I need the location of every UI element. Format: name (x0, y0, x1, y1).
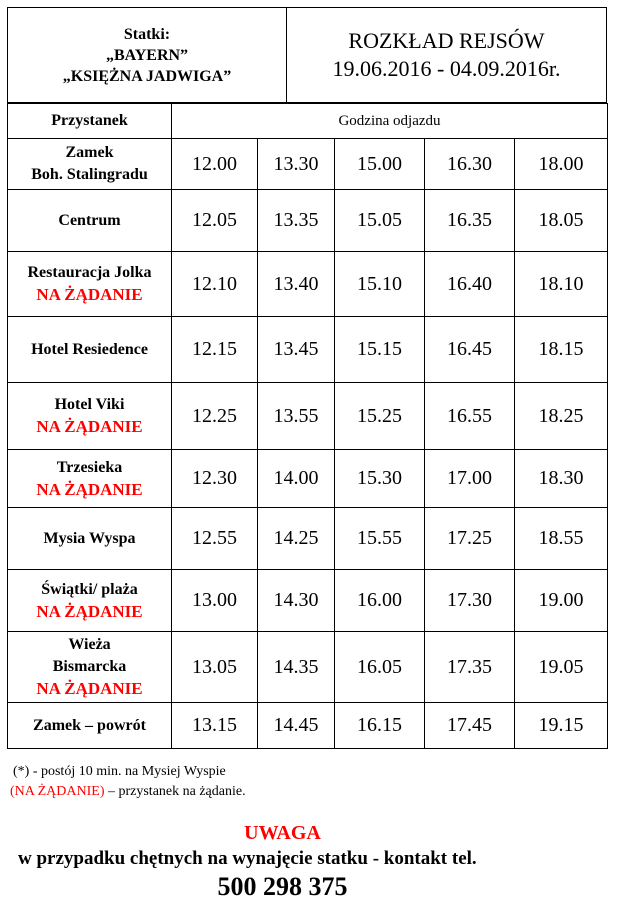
departure-time-cell: 16.05 (335, 632, 425, 703)
departure-time-cell: 19.00 (515, 570, 608, 632)
ships-label: Statki: (123, 25, 171, 43)
departure-time-cell: 12.00 (172, 139, 258, 190)
ships-box (8, 8, 287, 102)
departure-time-cell: 18.55 (515, 508, 608, 570)
departure-time-cell: 19.05 (515, 632, 608, 703)
departure-time-cell: 16.40 (425, 252, 515, 317)
table-row (8, 252, 608, 317)
stop-name-cell (8, 703, 172, 749)
stop-name-line: Zamek (65, 144, 114, 161)
stop-name-line: Wieża (68, 636, 111, 653)
note-on-request (10, 782, 246, 802)
stop-name-line: Restauracja Jolka (27, 264, 152, 281)
departure-time-cell: 16.00 (335, 570, 425, 632)
table-row (8, 703, 608, 749)
stop-name-cell (8, 508, 172, 570)
departure-time-cell: 15.25 (335, 383, 425, 450)
departure-time-cell: 15.00 (335, 139, 425, 190)
departure-time-cell: 17.00 (425, 450, 515, 508)
table-row (8, 632, 608, 703)
departure-time-cell: 17.30 (425, 570, 515, 632)
table-header-row (8, 104, 608, 139)
stop-name-cell (8, 139, 172, 190)
departure-time-cell: 13.00 (172, 570, 258, 632)
table-row (8, 570, 608, 632)
stop-name-cell (8, 252, 172, 317)
column-header-stop: Przystanek (8, 104, 172, 139)
schedule-header (7, 7, 607, 103)
note-on-request-text: – przystanek na żądanie. (104, 784, 246, 799)
departure-time-cell: 13.15 (172, 703, 258, 749)
date-range: 19.06.2016 - 04.09.2016r. (332, 56, 561, 81)
departure-time-cell: 19.15 (515, 703, 608, 749)
stop-name-cell (8, 632, 172, 703)
departure-time-cell: 12.25 (172, 383, 258, 450)
departure-time-cell: 13.05 (172, 632, 258, 703)
departure-time-cell: 17.25 (425, 508, 515, 570)
title-box (287, 8, 606, 102)
contact-text: w przypadku chętnych na wynajęcie statku - kontakt tel. (18, 848, 477, 869)
departure-time-cell: 14.30 (258, 570, 335, 632)
table-row (8, 450, 608, 508)
page-title: ROZKŁAD REJSÓW (348, 28, 545, 53)
on-request-label: NA ŻĄDANIE (36, 417, 143, 436)
table-row (8, 317, 608, 383)
table-row (8, 508, 608, 570)
stop-name-line: Hotel Viki (54, 396, 125, 413)
on-request-label: NA ŻĄDANIE (36, 285, 143, 304)
stop-name-line: Centrum (58, 211, 121, 229)
departure-time-cell: 16.55 (425, 383, 515, 450)
departure-time-cell: 18.30 (515, 450, 608, 508)
departure-time-cell: 14.35 (258, 632, 335, 703)
departure-time-cell: 16.15 (335, 703, 425, 749)
note-on-request-label: (NA ŻĄDANIE) (10, 784, 105, 799)
departure-time-cell: 13.35 (258, 190, 335, 252)
departure-time-cell: 12.55 (172, 508, 258, 570)
departure-time-cell: 15.05 (335, 190, 425, 252)
departure-time-cell: 13.40 (258, 252, 335, 317)
stop-name-line: Bismarcka (52, 658, 127, 675)
departure-time-cell: 15.30 (335, 450, 425, 508)
departure-time-cell: 13.30 (258, 139, 335, 190)
phone-number: 500 298 375 (217, 872, 348, 901)
departure-time-cell: 12.30 (172, 450, 258, 508)
on-request-label: NA ŻĄDANIE (36, 479, 143, 499)
departure-time-cell: 12.05 (172, 190, 258, 252)
departure-time-cell: 14.45 (258, 703, 335, 749)
departure-time-cell: 17.35 (425, 632, 515, 703)
departure-time-cell: 12.15 (172, 317, 258, 383)
departure-time-cell: 14.25 (258, 508, 335, 570)
departure-time-cell: 18.25 (515, 383, 608, 450)
departure-time-cell: 15.10 (335, 252, 425, 317)
departure-time-cell: 18.10 (515, 252, 608, 317)
departure-time-cell: 16.35 (425, 190, 515, 252)
column-header-departure: Godzina odjazdu (172, 104, 608, 139)
departure-time-cell: 13.45 (258, 317, 335, 383)
departure-time-cell: 15.55 (335, 508, 425, 570)
departure-time-cell: 13.55 (258, 383, 335, 450)
stop-name-cell (8, 450, 172, 508)
stop-name-cell (8, 570, 172, 632)
ship-name-1: „BAYERN” (105, 46, 189, 64)
table-row (8, 383, 608, 450)
departure-time-cell: 16.30 (425, 139, 515, 190)
warning-heading: UWAGA (244, 822, 321, 844)
stop-name-cell (8, 383, 172, 450)
departure-time-cell: 18.05 (515, 190, 608, 252)
stop-name-line: Boh. Stalingradu (31, 166, 148, 183)
stop-name-line: Hotel Resiedence (31, 340, 148, 358)
stop-name-cell (8, 317, 172, 383)
departure-time-cell: 16.45 (425, 317, 515, 383)
stop-name-cell (8, 190, 172, 252)
notes (10, 762, 246, 802)
table-row (8, 190, 608, 252)
stop-name-line: Świątki/ plaża (41, 580, 138, 598)
departure-time-cell: 12.10 (172, 252, 258, 317)
table-row (8, 139, 608, 190)
departure-time-cell: 14.00 (258, 450, 335, 508)
stop-name-line: Mysia Wyspa (43, 529, 136, 547)
stop-name-line: Zamek – powrót (33, 716, 146, 734)
departure-time-cell: 17.45 (425, 703, 515, 749)
note-stopover: (*) - postój 10 min. na Mysiej Wyspie (13, 764, 226, 779)
departure-time-cell: 18.00 (515, 139, 608, 190)
on-request-label: NA ŻĄDANIE (36, 601, 143, 621)
schedule-table (7, 103, 608, 749)
departure-time-cell: 15.15 (335, 317, 425, 383)
on-request-label: NA ŻĄDANIE (36, 679, 143, 698)
stop-name-line: Trzesieka (56, 458, 123, 476)
departure-time-cell: 18.15 (515, 317, 608, 383)
ship-name-2: „KSIĘŻNA JADWIGA” (62, 67, 232, 85)
